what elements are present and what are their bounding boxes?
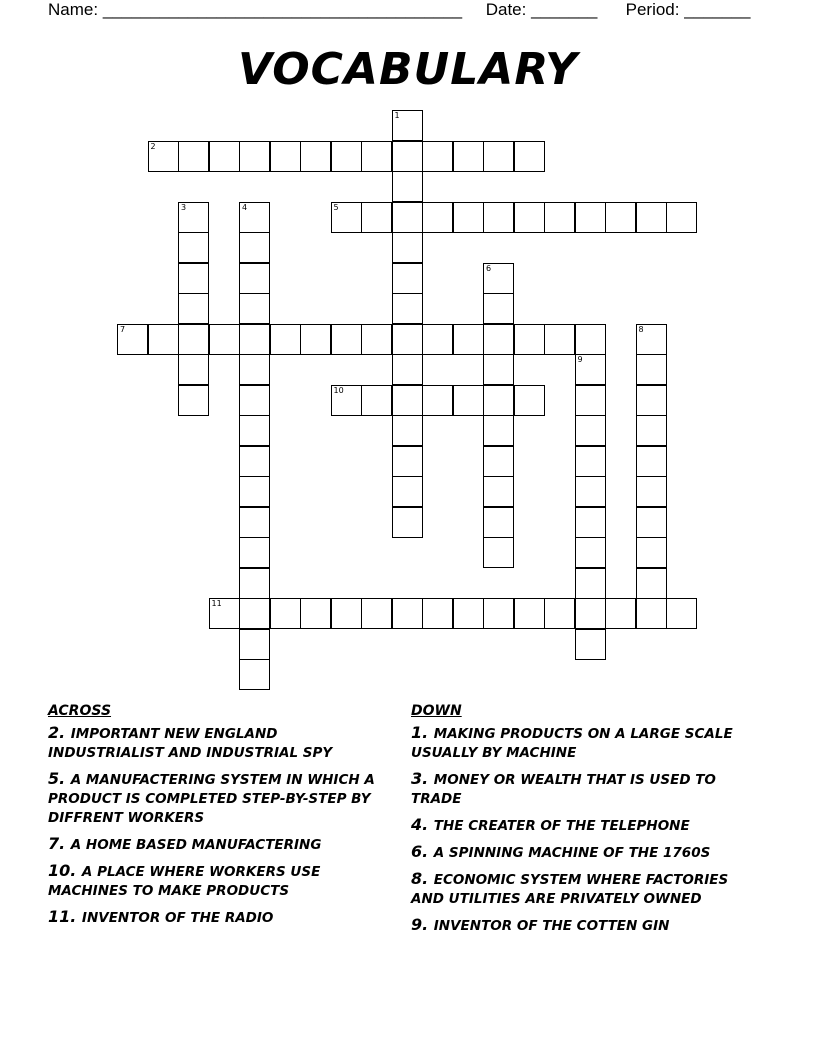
- crossword-cell[interactable]: [392, 598, 423, 629]
- crossword-cell[interactable]: [178, 354, 209, 385]
- crossword-cell[interactable]: [209, 141, 240, 172]
- crossword-cell[interactable]: [178, 293, 209, 324]
- crossword-cell[interactable]: [239, 629, 270, 660]
- crossword-cell[interactable]: [422, 141, 453, 172]
- crossword-cell[interactable]: [636, 324, 667, 355]
- crossword-cell[interactable]: [575, 415, 606, 446]
- clue-number: 11.: [48, 907, 82, 926]
- crossword-cell[interactable]: [178, 324, 209, 355]
- clue-text: INVENTOR OF THE COTTEN GIN: [433, 918, 670, 934]
- crossword-cell[interactable]: [483, 385, 514, 416]
- down-clue: [411, 815, 756, 836]
- crossword-cell[interactable]: [453, 141, 484, 172]
- crossword-cell[interactable]: [239, 659, 270, 690]
- period-line: _______: [684, 0, 751, 19]
- crossword-cell[interactable]: [270, 598, 301, 629]
- crossword-cell[interactable]: [575, 568, 606, 599]
- crossword-cell[interactable]: [361, 202, 392, 233]
- cell-number: 1: [394, 111, 400, 120]
- crossword-cell[interactable]: [117, 324, 148, 355]
- crossword-cell[interactable]: [392, 232, 423, 263]
- clue-text: A HOME BASED MANUFACTERING: [70, 837, 322, 853]
- crossword-cell[interactable]: [361, 598, 392, 629]
- crossword-cell[interactable]: [483, 476, 514, 507]
- clue-text: A PLACE WHERE WORKERS USE MACHINES TO MAKE PRODUCTS: [48, 864, 321, 899]
- name-label: Name:: [48, 0, 99, 19]
- crossword-cell[interactable]: [148, 324, 179, 355]
- crossword-cell[interactable]: [178, 202, 209, 233]
- page-title: VOCABULARY: [237, 44, 579, 95]
- clue-number: 6.: [411, 842, 434, 861]
- crossword-cell[interactable]: [453, 598, 484, 629]
- crossword-cell[interactable]: [178, 263, 209, 294]
- cell-number: 4: [242, 202, 248, 212]
- crossword-cell[interactable]: [392, 507, 423, 538]
- crossword-cell[interactable]: [392, 263, 423, 294]
- crossword-cell[interactable]: [239, 446, 270, 477]
- crossword-cell[interactable]: [239, 293, 270, 324]
- crossword-cell[interactable]: [361, 141, 392, 172]
- crossword-cell[interactable]: [636, 568, 667, 599]
- crossword-cell[interactable]: [239, 202, 270, 233]
- clue-number: 7.: [48, 834, 71, 853]
- crossword-cell[interactable]: [636, 202, 667, 233]
- crossword-cell[interactable]: [422, 202, 453, 233]
- across-clue: [48, 769, 393, 828]
- crossword-cell[interactable]: [300, 324, 331, 355]
- down-clue: [411, 915, 756, 936]
- crossword-cell[interactable]: [392, 141, 423, 172]
- crossword-cell[interactable]: [575, 324, 606, 355]
- crossword-cell[interactable]: [636, 507, 667, 538]
- across-clue: [48, 907, 393, 928]
- crossword-cell[interactable]: [575, 507, 606, 538]
- clue-number: 2.: [48, 723, 71, 742]
- clue-text: A SPINNING MACHINE OF THE 1760S: [433, 845, 711, 861]
- crossword-cell[interactable]: [239, 385, 270, 416]
- crossword-cell[interactable]: [575, 476, 606, 507]
- crossword-cell[interactable]: [148, 141, 179, 172]
- student-info-header: [48, 0, 750, 20]
- crossword-cell[interactable]: [483, 202, 514, 233]
- crossword-cell[interactable]: [392, 324, 423, 355]
- crossword-cell[interactable]: [483, 324, 514, 355]
- crossword-cell[interactable]: [239, 263, 270, 294]
- clue-number: 4.: [411, 815, 434, 834]
- crossword-cell[interactable]: [422, 598, 453, 629]
- crossword-cell[interactable]: [392, 354, 423, 385]
- crossword-cell[interactable]: [544, 324, 575, 355]
- crossword-cell[interactable]: [392, 415, 423, 446]
- crossword-cell[interactable]: [422, 324, 453, 355]
- crossword-cell[interactable]: [270, 141, 301, 172]
- crossword-cell[interactable]: [483, 415, 514, 446]
- clue-text: THE CREATER OF THE TELEPHONE: [433, 818, 690, 834]
- crossword-cell[interactable]: [483, 598, 514, 629]
- crossword-cell[interactable]: [483, 141, 514, 172]
- crossword-cell[interactable]: [392, 446, 423, 477]
- crossword-cell[interactable]: [361, 385, 392, 416]
- crossword-cell[interactable]: [209, 324, 240, 355]
- crossword-cell[interactable]: [300, 141, 331, 172]
- crossword-cell[interactable]: [514, 385, 545, 416]
- crossword-cell[interactable]: [544, 202, 575, 233]
- crossword-cell[interactable]: [239, 415, 270, 446]
- crossword-cell[interactable]: [392, 385, 423, 416]
- crossword-cell[interactable]: [483, 354, 514, 385]
- crossword-cell[interactable]: [239, 141, 270, 172]
- crossword-cell[interactable]: [483, 446, 514, 477]
- clue-number: 9.: [411, 915, 434, 934]
- cell-number: 2: [150, 141, 156, 151]
- down-clue: [411, 723, 756, 763]
- crossword-cell[interactable]: [239, 324, 270, 355]
- crossword-cell[interactable]: [392, 293, 423, 324]
- crossword-cell[interactable]: [331, 385, 362, 416]
- clue-text: IMPORTANT NEW ENGLAND INDUSTRIALIST AND INDUSTRIAL SPY: [48, 726, 333, 761]
- across-clues: [48, 702, 393, 934]
- clue-number: 5.: [48, 769, 71, 788]
- crossword-cell[interactable]: [575, 537, 606, 568]
- clue-number: 10.: [48, 861, 82, 880]
- clue-text: MONEY OR WEALTH THAT IS USED TO TRADE: [411, 772, 716, 807]
- crossword-cell[interactable]: [483, 537, 514, 568]
- crossword-cell[interactable]: [636, 385, 667, 416]
- clue-number: 1.: [411, 723, 434, 742]
- crossword-cell[interactable]: [209, 598, 240, 629]
- crossword-cell[interactable]: [453, 202, 484, 233]
- crossword-cell[interactable]: [636, 476, 667, 507]
- crossword-cell[interactable]: [514, 324, 545, 355]
- crossword-cell[interactable]: [300, 598, 331, 629]
- cell-number: 8: [638, 324, 644, 334]
- crossword-cell[interactable]: [178, 141, 209, 172]
- crossword-cell[interactable]: [331, 324, 362, 355]
- crossword-cell[interactable]: [361, 324, 392, 355]
- name-line: ______________________________________: [102, 0, 463, 19]
- crossword-cell[interactable]: [331, 598, 362, 629]
- crossword-cell[interactable]: [636, 446, 667, 477]
- crossword-cell[interactable]: [575, 629, 606, 660]
- crossword-cell[interactable]: [483, 293, 514, 324]
- crossword-cell[interactable]: [270, 324, 301, 355]
- crossword-cell[interactable]: [239, 354, 270, 385]
- crossword-cell[interactable]: [575, 385, 606, 416]
- crossword-cell[interactable]: [239, 537, 270, 568]
- clue-number: 3.: [411, 769, 434, 788]
- crossword-cell[interactable]: [666, 202, 697, 233]
- crossword-cell[interactable]: [636, 598, 667, 629]
- date-label: Date:: [485, 0, 527, 19]
- crossword-cell[interactable]: [483, 263, 514, 294]
- crossword-cell[interactable]: [239, 507, 270, 538]
- crossword-cell[interactable]: [544, 598, 575, 629]
- clue-text: ECONOMIC SYSTEM WHERE FACTORIES AND UTILITIES ARE PRIVATELY OWNED: [411, 872, 729, 907]
- crossword-cell[interactable]: [331, 202, 362, 233]
- crossword-cell[interactable]: [575, 446, 606, 477]
- crossword-cell[interactable]: [605, 202, 636, 233]
- cell-number: 3: [181, 202, 187, 212]
- crossword-cell[interactable]: [392, 476, 423, 507]
- down-clue: [411, 769, 756, 809]
- across-clue: [48, 834, 393, 855]
- crossword-cell[interactable]: [636, 354, 667, 385]
- across-clue: [48, 861, 393, 901]
- cell-number: 9: [577, 355, 583, 364]
- crossword-cell[interactable]: [422, 385, 453, 416]
- crossword-cell[interactable]: [239, 598, 270, 629]
- crossword-cell[interactable]: [178, 232, 209, 263]
- clue-text: A MANUFACTERING SYSTEM IN WHICH A PRODUCT IS COMPLETED STEP-BY-STEP BY DIFFRENT WORKERS: [48, 772, 375, 826]
- crossword-cell[interactable]: [605, 598, 636, 629]
- crossword-cell[interactable]: [666, 598, 697, 629]
- clue-text: MAKING PRODUCTS ON A LARGE SCALE USUALLY BY MACHINE: [411, 726, 733, 761]
- crossword-cell[interactable]: [636, 537, 667, 568]
- crossword-cell[interactable]: [514, 202, 545, 233]
- cell-number: 11: [211, 599, 222, 608]
- crossword-cell[interactable]: [239, 476, 270, 507]
- crossword-cell[interactable]: [453, 385, 484, 416]
- crossword-cell[interactable]: [575, 354, 606, 385]
- cell-number: 10: [333, 385, 344, 395]
- period-label: Period:: [625, 0, 680, 19]
- crossword-cell[interactable]: [392, 171, 423, 202]
- clue-number: 8.: [411, 869, 434, 888]
- crossword-cell[interactable]: [239, 232, 270, 263]
- cell-number: 7: [120, 324, 126, 334]
- down-clue: [411, 842, 756, 863]
- crossword-cell[interactable]: [331, 141, 362, 172]
- cell-number: 5: [333, 202, 339, 212]
- crossword-cell[interactable]: [514, 141, 545, 172]
- down-clues: [411, 702, 756, 942]
- crossword-cell[interactable]: [575, 202, 606, 233]
- down-clue: [411, 869, 756, 909]
- clue-text: INVENTOR OF THE RADIO: [81, 910, 274, 926]
- crossword-cell[interactable]: [392, 110, 423, 141]
- crossword-cell[interactable]: [392, 202, 423, 233]
- crossword-cell[interactable]: [483, 507, 514, 538]
- down-heading: DOWN: [411, 703, 462, 719]
- across-heading: ACROSS: [48, 703, 112, 719]
- crossword-cell[interactable]: [239, 568, 270, 599]
- crossword-cell[interactable]: [453, 324, 484, 355]
- crossword-cell[interactable]: [514, 598, 545, 629]
- crossword-cell[interactable]: [636, 415, 667, 446]
- across-clue: [48, 723, 393, 763]
- crossword-cell[interactable]: [178, 385, 209, 416]
- cell-number: 6: [486, 263, 492, 273]
- crossword-cell[interactable]: [575, 598, 606, 629]
- date-line: _______: [531, 0, 598, 19]
